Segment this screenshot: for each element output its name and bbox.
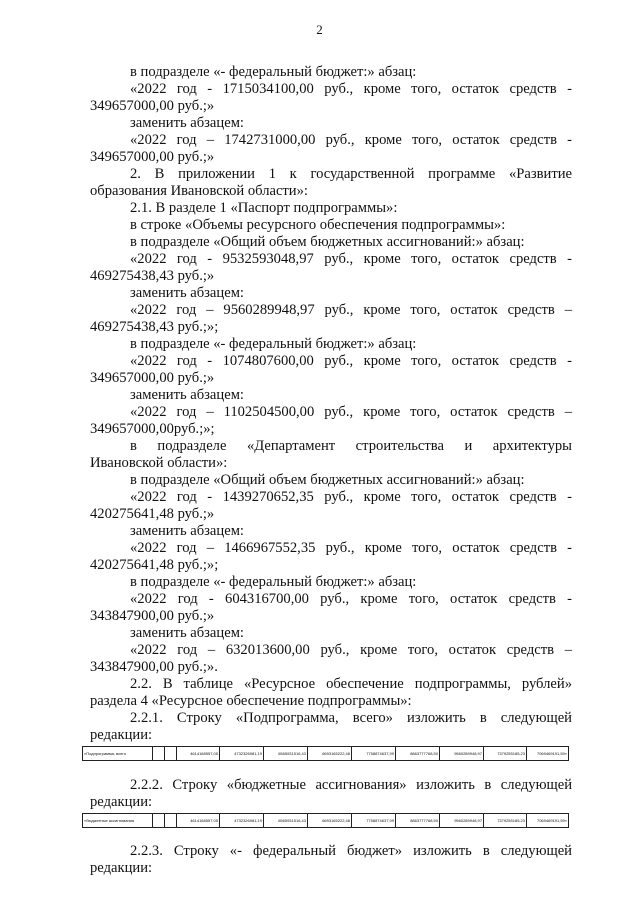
table-cell: 7758874637,99 [352, 814, 396, 828]
text-line: редакции: [90, 727, 153, 743]
text-line: 420275641,48 руб.;» [90, 506, 215, 522]
table-cell: 7069469191,59» [527, 747, 569, 761]
text-line: «2022 год – 1742731000,00 руб., кроме того, остаток средств - [130, 132, 572, 148]
text-line: 2.2.1. Строку «Подпрограмма, всего» изложить в следующей [130, 710, 572, 726]
text-line: Ивановской области»: [90, 455, 228, 471]
text-line: в подразделе «Департамент строительства и архитектуры [130, 438, 572, 454]
page-number: 2 [316, 22, 323, 37]
table-row-subprogram-total [82, 746, 569, 761]
text-line: заменить абзацем: [130, 115, 244, 131]
text-line: «2022 год – 632013600,00 руб., кроме того, остаток средств – [130, 642, 572, 658]
text-line: 2.2.2. Строку «бюджетные ассигнования» изложить в следующей [130, 777, 572, 793]
text-line: редакции: [90, 860, 153, 876]
table-cell: 4732326981,19 [220, 747, 264, 761]
text-line: 420275641,48 руб.;»; [90, 557, 219, 573]
text-line: «2022 год – 9560289948,97 руб., кроме того, остаток средств – [130, 302, 572, 318]
table-cell: 7758874637,99 [352, 747, 396, 761]
table-cell: 4732326981,19 [220, 814, 264, 828]
text-line: «2022 год – 1102504500,00 руб., кроме того, остаток средств – [130, 404, 572, 420]
text-line: 343847900,00 руб.;». [90, 659, 218, 675]
text-line: редакции: [90, 794, 153, 810]
text-line: в подразделе «- федеральный бюджет:» абзац: [130, 64, 417, 80]
table-cell [165, 747, 177, 761]
text-line: 349657000,00 руб.;» [90, 98, 215, 114]
table-cell: 7379255185,23 [484, 747, 527, 761]
text-line: заменить абзацем: [130, 523, 244, 539]
table-cell: 8863777768,50 [396, 814, 440, 828]
text-line: в подразделе «Общий объем бюджетных ассигнований:» абзац: [130, 234, 525, 250]
text-line: образования Ивановской области»: [90, 183, 308, 199]
text-line: заменить абзацем: [130, 625, 244, 641]
table-cell: 7379255185,23 [484, 814, 527, 828]
text-line: в подразделе «- федеральный бюджет:» абзац: [130, 574, 417, 590]
text-line: раздела 4 «Ресурсное обеспечение подпрограммы»: [90, 693, 412, 709]
text-line: заменить абзацем: [130, 387, 244, 403]
table-cell: 9560289948,97 [440, 747, 484, 761]
text-line: «2022 год - 1074807600,00 руб., кроме того, остаток средств - [130, 353, 572, 369]
text-line: 2.1. В разделе 1 «Паспорт подпрограммы»: [130, 200, 398, 216]
table-cell: 6693165222,48 [308, 814, 352, 828]
text-line: 349657000,00 руб.;» [90, 370, 215, 386]
text-line: 343847900,00 руб.;» [90, 608, 215, 624]
table-cell: 6693165222,48 [308, 747, 352, 761]
table-cell-label: «Подпрограмма, всего [83, 747, 153, 761]
text-line: 349657000,00руб.;»; [90, 421, 215, 437]
table-cell: 7069469191,59» [527, 814, 569, 828]
table-cell: 8863777768,50 [396, 747, 440, 761]
text-line: в строке «Объемы ресурсного обеспечения подпрограммы»: [130, 217, 506, 233]
text-line: «2022 год - 1715034100,00 руб., кроме того, остаток средств - [130, 81, 572, 97]
table-cell [153, 747, 165, 761]
table-cell: 4614168557,05 [177, 747, 220, 761]
table-cell: 4614168557,05 [177, 814, 220, 828]
text-line: 469275438,43 руб.;» [90, 268, 215, 284]
table-cell [165, 814, 177, 828]
text-line: заменить абзацем: [130, 285, 244, 301]
table-row-budget-allocations [82, 813, 569, 828]
table-cell-label: «бюджетные ассигнования [83, 814, 153, 828]
table-cell: 6565931516,43 [264, 747, 308, 761]
text-line: «2022 год - 1439270652,35 руб., кроме того, остаток средств - [130, 489, 572, 505]
text-line: «2022 год - 9532593048,97 руб., кроме того, остаток средств - [130, 251, 572, 267]
text-line: 469275438,43 руб.;»; [90, 319, 219, 335]
text-line: 349657000,00 руб.;» [90, 149, 215, 165]
text-line: в подразделе «Общий объем бюджетных ассигнований:» абзац: [130, 472, 525, 488]
table-cell: 9560289948,97 [440, 814, 484, 828]
text-line: 2.2. В таблице «Ресурсное обеспечение подпрограммы, рублей» [130, 676, 572, 692]
text-line: 2. В приложении 1 к государственной программе «Развитие [130, 166, 572, 182]
table-cell [153, 814, 165, 828]
table-cell: 6565931516,43 [264, 814, 308, 828]
text-line: «2022 год - 604316700,00 руб., кроме того, остаток средств - [130, 591, 572, 607]
text-line: «2022 год – 1466967552,35 руб., кроме того, остаток средств - [130, 540, 572, 556]
text-line: в подразделе «- федеральный бюджет:» абзац: [130, 336, 417, 352]
text-line: 2.2.3. Строку «- федеральный бюджет» изложить в следующей [130, 843, 572, 859]
